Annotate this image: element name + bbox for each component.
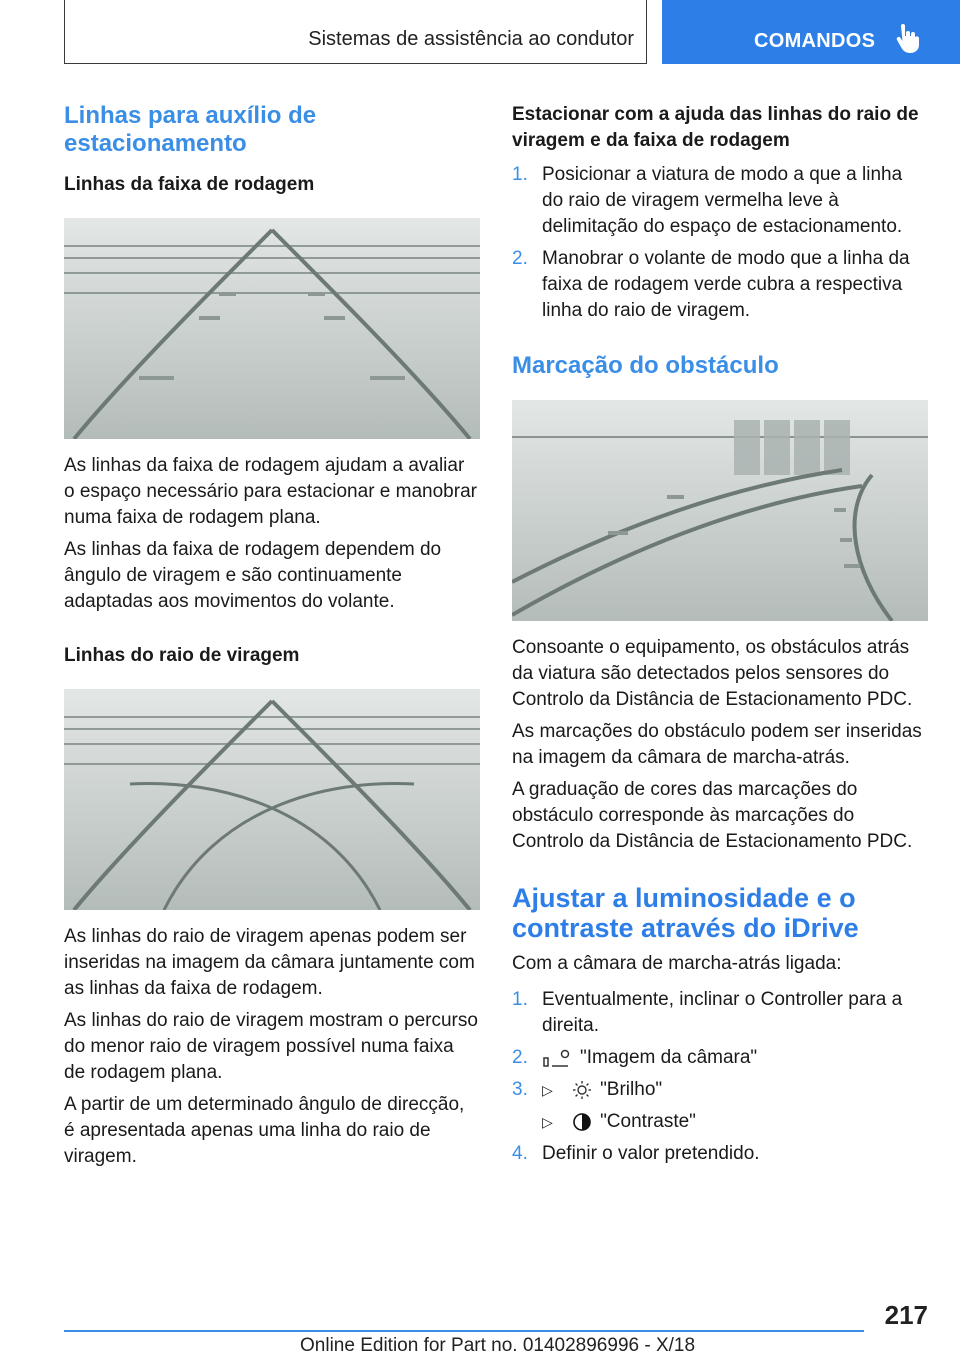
- list-item: 4. Definir o valor pretendido.: [512, 1143, 760, 1164]
- list-item: 2. "Imagem da câmara": [512, 1047, 758, 1068]
- chapter-tab: [662, 0, 960, 64]
- page-number: 217: [884, 1300, 928, 1330]
- brightness-icon: [572, 1080, 592, 1100]
- list-item: 3. ▷ "Brilho": [512, 1079, 663, 1100]
- section-heading-brightness-contrast: Ajustar a luminosidade e o contraste através do iDrive: [512, 883, 859, 943]
- paragraph-turning-radius-insert: As linhas do raio de viragem apenas podem ser inseridas na imagem da câmara juntamente com as linhas da faixa de rodagem.: [64, 926, 475, 999]
- subheading-parking-with-lines: Estacionar com a ajuda das linhas do raio de viragem e da faixa de rodagem: [512, 104, 919, 151]
- list-item: 1. Posicionar a viatura de modo a que a linha do raio de viragem vermelha leve à delimitação do espaço de estacionamento.: [512, 164, 903, 237]
- paragraph-lane-lines-purpose: As linhas da faixa de rodagem ajudam a avaliar o espaço necessário para estacionar e manobrar numa faixa de rodagem plana.: [64, 455, 477, 528]
- brightness-steps-list: [512, 987, 928, 1167]
- paragraph-turning-radius-path: As linhas do raio de viragem mostram o percurso do menor raio de viragem possível numa faixa de rodagem plana.: [64, 1010, 478, 1083]
- camera-settings-icon: [542, 1048, 572, 1068]
- paragraph-obstacle-insert: As marcações do obstáculo podem ser inseridas na imagem da câmara de marcha-atrás.: [512, 721, 922, 768]
- paragraph-turning-radius-angle: A partir de um determinado ângulo de direcção, é apresentada apenas uma linha do raio de viragem.: [64, 1094, 465, 1167]
- section-heading-obstacle-marking: Marcação do obstáculo: [512, 352, 779, 379]
- chapter-title: COMANDOS: [754, 30, 876, 52]
- hand-pointer-icon: [895, 24, 919, 54]
- list-item: 1. Eventualmente, inclinar o Controller para a direita.: [512, 989, 903, 1036]
- subheading-lane-lines: Linhas da faixa de rodagem: [64, 174, 315, 195]
- parking-steps-list: [512, 162, 928, 324]
- page-header: [64, 0, 960, 66]
- arrow-right-icon: ▷: [542, 1082, 553, 1098]
- section-heading-parking-lines: Linhas para auxílio de estacionamento: [64, 102, 317, 157]
- arrow-right-icon: ▷: [542, 1114, 553, 1130]
- left-column: [64, 102, 480, 1170]
- paragraph-camera-on: Com a câmara de marcha-atrás ligada:: [512, 953, 842, 974]
- list-item: ▷ "Contraste": [542, 1111, 696, 1132]
- edition-note: Online Edition for Part no. 01402896996 - X/18: [300, 1335, 696, 1356]
- footer-divider: [64, 1330, 864, 1332]
- right-column: [512, 102, 928, 1167]
- subheading-turning-radius-lines: Linhas do raio de viragem: [64, 645, 300, 666]
- obstacle-marking-image: [512, 400, 928, 621]
- lane-lines-image: [64, 218, 480, 439]
- paragraph-obstacle-colors: A graduação de cores das marcações do obstáculo corresponde às marcações do Controlo da Distância de Estacionamento PDC.: [512, 779, 913, 852]
- paragraph-obstacle-detection: Consoante o equipamento, os obstáculos atrás da viatura são detectados pelos sensores do Controlo da Distância de Estacionamento PDC.: [512, 637, 913, 710]
- section-tab: [64, 0, 647, 64]
- paragraph-lane-lines-steering: As linhas da faixa de rodagem dependem do ângulo de viragem e são continuamente adaptadas aos movimentos do volante.: [64, 539, 442, 612]
- turning-radius-image: [64, 689, 480, 910]
- list-item: 2. Manobrar o volante de modo que a linha da faixa de rodagem verde cubra a respectiva linha do raio de viragem.: [512, 248, 910, 321]
- section-title: Sistemas de assistência ao condutor: [308, 28, 634, 50]
- contrast-icon: [572, 1112, 592, 1132]
